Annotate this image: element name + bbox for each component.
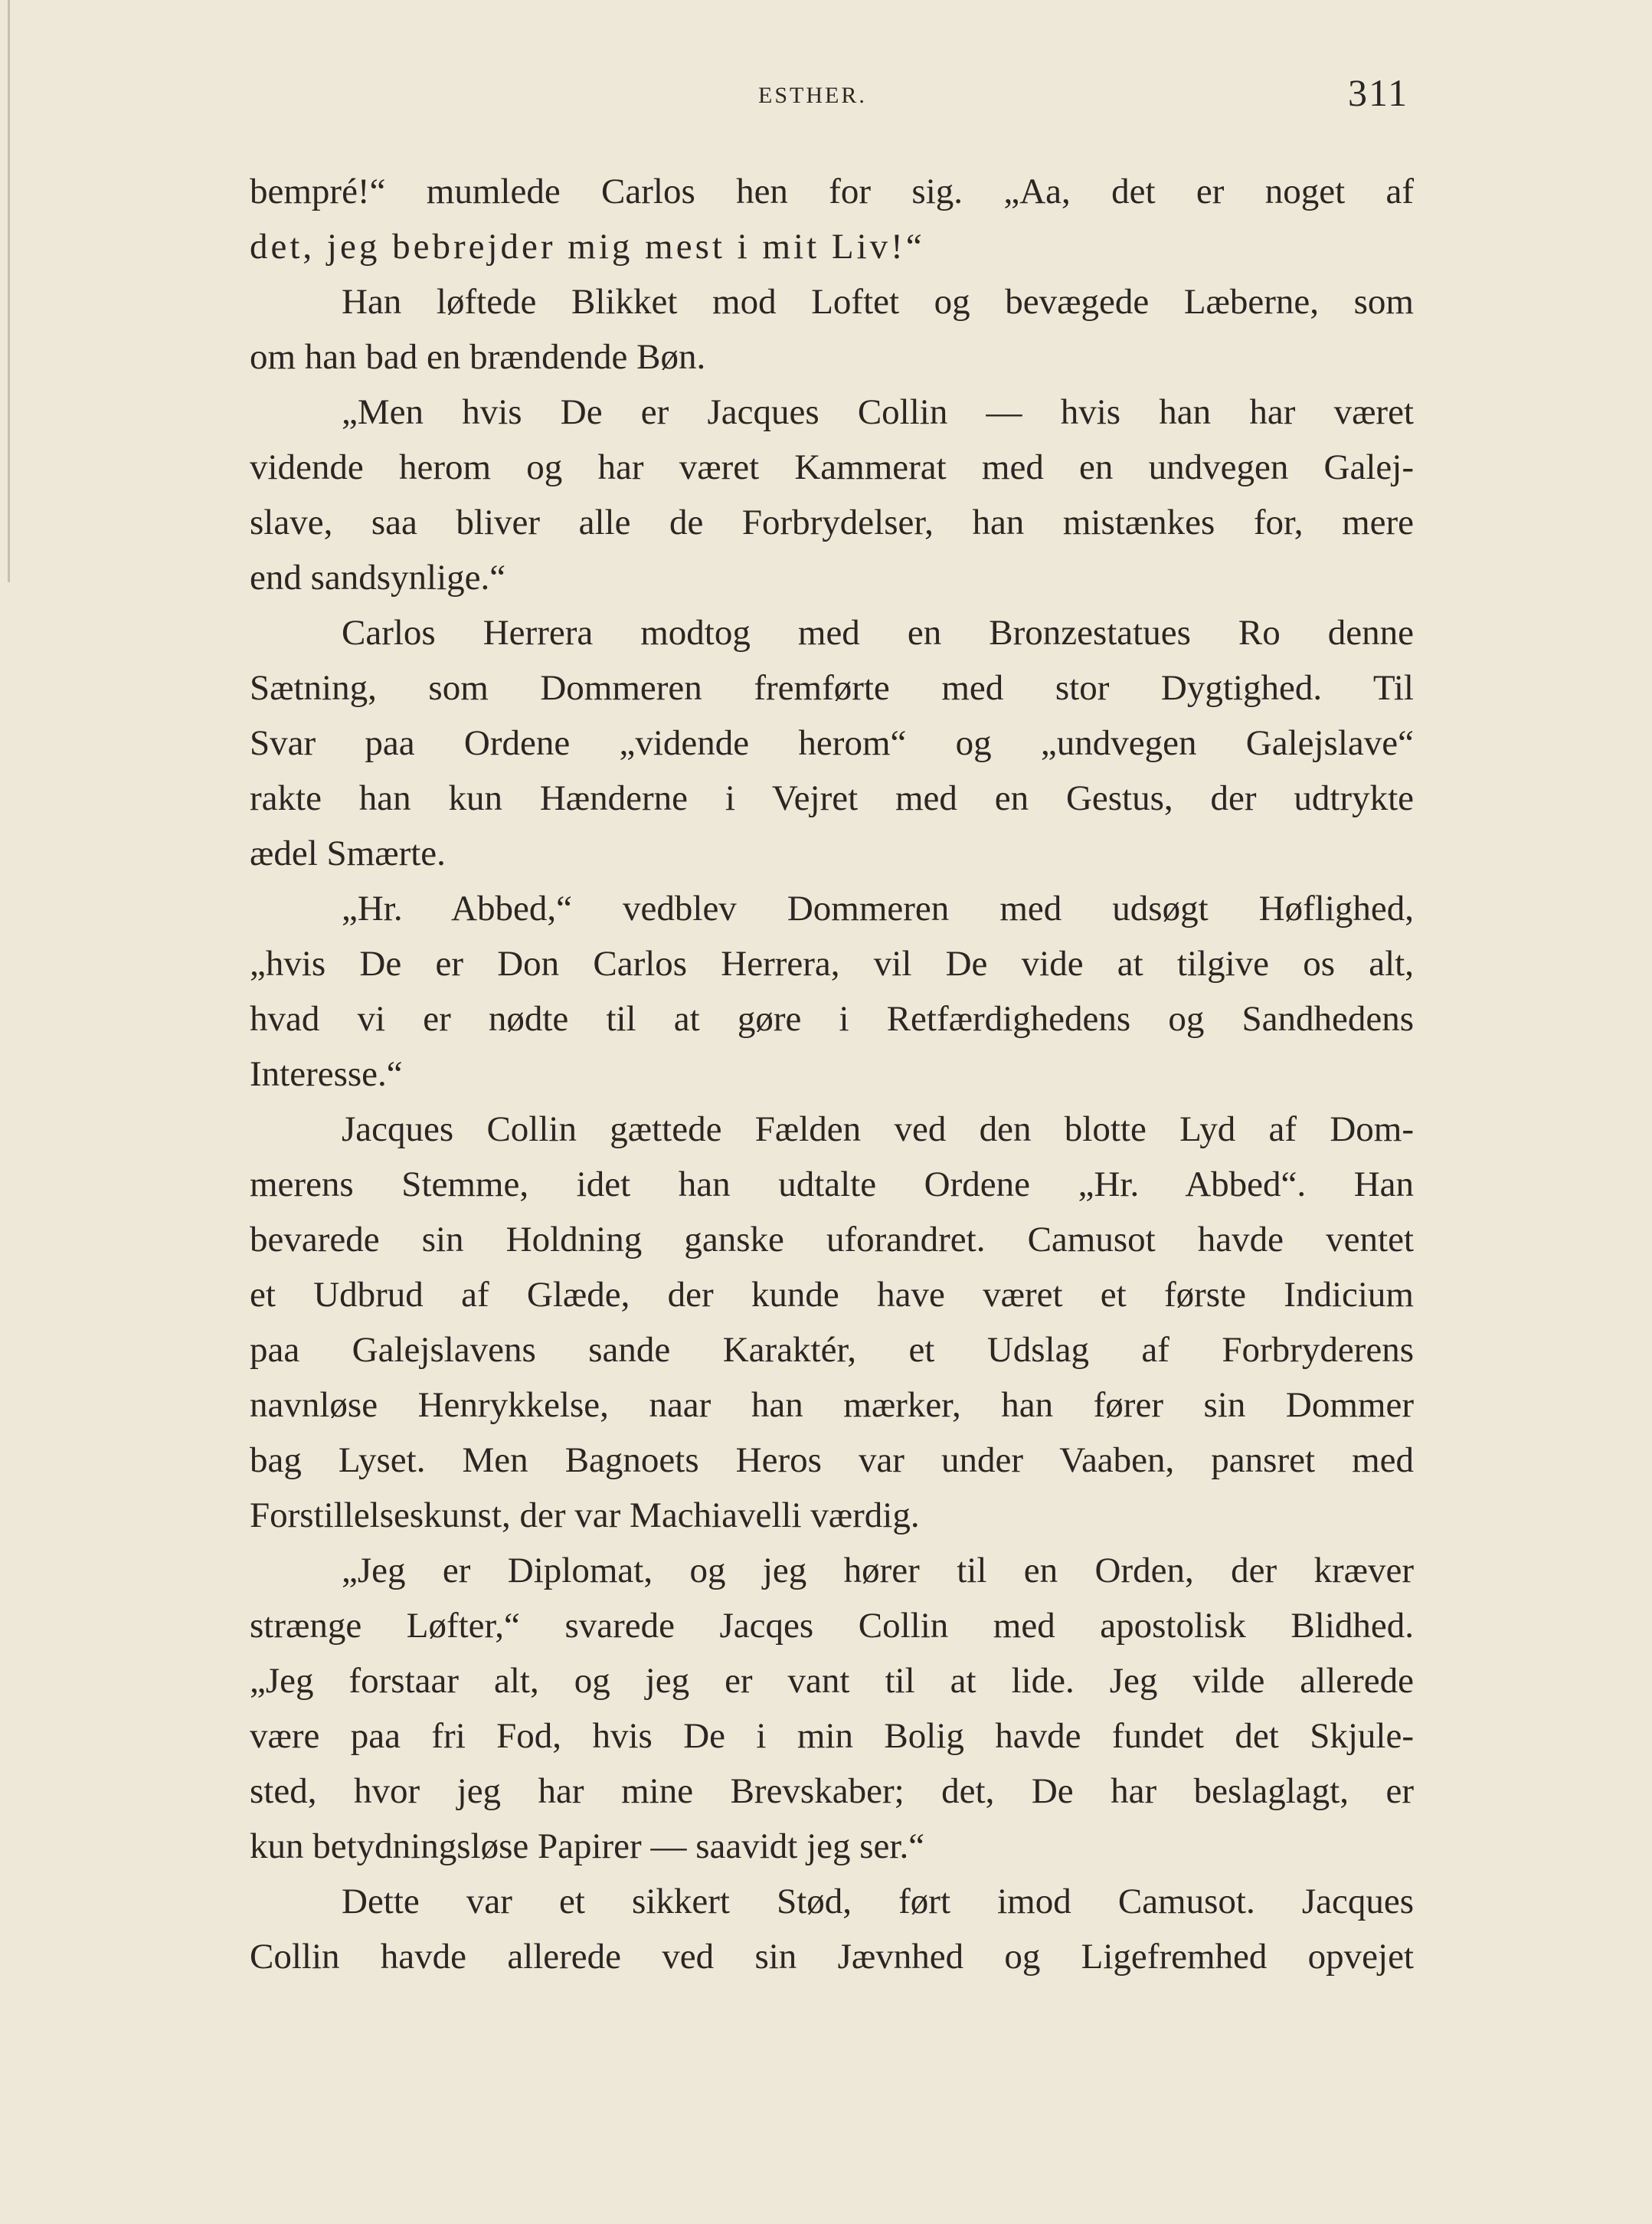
- text-line: paa Galejslavens sande Karaktér, et Udslag af Forbryderens: [250, 1330, 1414, 1370]
- text-line: Interesse.“: [250, 1054, 403, 1094]
- text-line: bempré!“ mumlede Carlos hen for sig. „Aa, det er noget af: [250, 172, 1414, 211]
- text-line: ædel Smærte.: [250, 834, 446, 873]
- page-number: 311: [1348, 71, 1409, 114]
- text-line: strænge Løfter,“ svarede Jacqes Collin med apostolisk Blidhed.: [250, 1606, 1414, 1646]
- page-edge-shadow: [8, 0, 10, 582]
- body-text: [250, 164, 1414, 1984]
- running-head: ESTHER.: [758, 83, 867, 108]
- text-line: „hvis De er Don Carlos Herrera, vil De vide at tilgive os alt,: [250, 944, 1414, 984]
- text-line: bag Lyset. Men Bagnoets Heros var under Vaaben, pansret med: [250, 1440, 1414, 1480]
- text-line: vidende herom og har været Kammerat med en undvegen Galej-: [250, 447, 1414, 487]
- text-line: slave, saa bliver alle de Forbrydelser, han mistænkes for, mere: [250, 503, 1414, 542]
- text-line: Han løftede Blikket mod Loftet og bevægede Læberne, som: [342, 282, 1414, 322]
- text-line: bevarede sin Holdning ganske uforandret. Camusot havde ventet: [250, 1220, 1414, 1259]
- text-line: Forstillelseskunst, der var Machiavelli værdig.: [250, 1495, 920, 1535]
- text-line: være paa fri Fod, hvis De i min Bolig havde fundet det Skjule-: [250, 1716, 1414, 1756]
- text-line: Carlos Herrera modtog med en Bronzestatues Ro denne: [342, 613, 1414, 653]
- text-line: Jacques Collin gættede Fælden ved den blotte Lyd af Dom-: [342, 1109, 1414, 1149]
- text-line: Collin havde allerede ved sin Jævnhed og Ligefremhed opvejet: [250, 1937, 1414, 1977]
- text-line: navnløse Henrykkelse, naar han mærker, han fører sin Dommer: [250, 1385, 1414, 1425]
- text-line: kun betydningsløse Papirer — saavidt jeg ser.“: [250, 1826, 925, 1866]
- text-line: „Jeg forstaar alt, og jeg er vant til at lide. Jeg vilde allerede: [250, 1661, 1414, 1701]
- text-line: „Men hvis De er Jacques Collin — hvis han har været: [342, 392, 1414, 432]
- text-line: Sætning, som Dommeren fremførte med stor Dygtighed. Til: [250, 668, 1414, 708]
- text-line: „Hr. Abbed,“ vedblev Dommeren med udsøgt Høflighed,: [342, 889, 1414, 929]
- text-line: Dette var et sikkert Stød, ført imod Camusot. Jacques: [342, 1882, 1414, 1921]
- text-line: merens Stemme, idet han udtalte Ordene „Hr. Abbed“. Han: [250, 1164, 1414, 1204]
- text-line: end sandsynlige.“: [250, 558, 506, 598]
- text-line: sted, hvor jeg har mine Brevskaber; det, De har beslaglagt, er: [250, 1771, 1414, 1811]
- text-line: rakte han kun Hænderne i Vejret med en Gestus, der udtrykte: [250, 778, 1414, 818]
- text-line: Svar paa Ordene „vidende herom“ og „undvegen Galejslave“: [250, 723, 1414, 763]
- text-line: et Udbrud af Glæde, der kunde have været et første Indicium: [250, 1275, 1414, 1315]
- text-line: hvad vi er nødte til at gøre i Retfærdighedens og Sandhedens: [250, 999, 1414, 1039]
- text-line: det, jeg bebrejder mig mest i mit Liv!“: [250, 227, 925, 267]
- text-line: „Jeg er Diplomat, og jeg hører til en Orden, der kræver: [342, 1551, 1414, 1590]
- text-line: om han bad en brændende Bøn.: [250, 337, 706, 377]
